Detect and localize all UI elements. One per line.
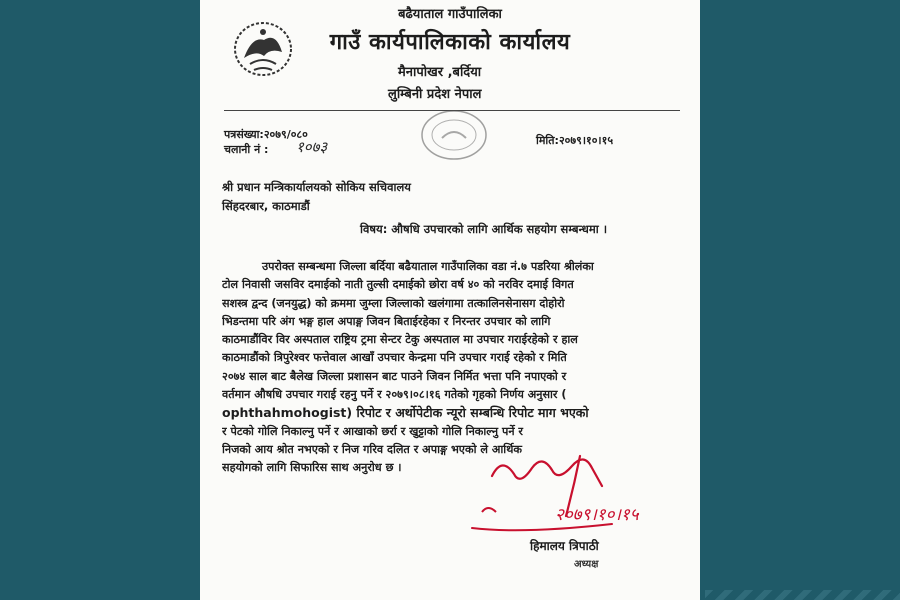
handwritten-signature	[462, 446, 692, 550]
office-title: गाउँ कार्यपालिकाको कार्यालय	[329, 30, 571, 55]
recipient-office: श्री प्रधान मन्त्रिकार्यालयको सोकिय सचिवालय	[222, 180, 411, 194]
dispatch-label: चलानी नं :	[224, 143, 269, 156]
body-line: सशस्त्र द्वन्द (जनयुद्ध) को क्रममा जुम्ला जिल्लाको खलंगामा तत्कालिनसेनासग दोहोरो	[222, 296, 565, 310]
body-line: २०७४ साल बाट बैलेख जिल्ला प्रशासन बाट पाउने जिवन निर्मित भत्ता पनि नपाएको र	[222, 369, 567, 383]
body-line: वर्तमान औषधि उपचार गराई रहनु पर्ने र २०७९।०८।१६ गतेको गृहको निर्णय अनुसार (	[222, 388, 567, 402]
dispatch-number-handwritten: १०७३	[296, 138, 328, 156]
body-line: ophthahmohogist) रिपोट र अर्थोपेटीक न्यूरो सम्बन्धि रिपोट माग भएको	[222, 405, 589, 421]
body-line: र पेटको गोलि निकाल्नु पर्ने र आखाको छर्रा र खुट्टाको गोलि निकाल्नु पर्ने र	[222, 424, 523, 438]
address-line-2: लुम्बिनी प्रदेश नेपाल	[388, 87, 482, 102]
watermark-pattern	[705, 590, 900, 600]
signature-date: २०७९।१०।१५	[555, 505, 639, 525]
body-line: निजको आय श्रोत नभएको र निज गरिव दलित र अपाङ्ग भएको ले आर्थिक	[222, 442, 522, 456]
recipient-location: सिंहदरबार, काठमाडौं	[222, 199, 310, 213]
address-line-1: मैनापोखर ,बर्दिया	[398, 65, 482, 80]
municipality-name: बढैयाताल गाउँपालिका	[398, 7, 502, 22]
body-line: सहयोगको लागि सिफारिस साथ अनुरोध छ ।	[222, 461, 402, 475]
body-line: भिडन्तमा परि अंग भङ्ग हाल अपाङ्ग जिवन बिताईरहेका र निरन्तर उपचार को लागि	[222, 314, 551, 328]
signer-name: हिमालय त्रिपाठी	[530, 539, 599, 553]
letter-subject: विषय: औषधि उपचारको लागि आर्थिक सहयोग सम्बन्धमा ।	[360, 222, 608, 236]
letter-page	[200, 0, 700, 600]
signer-title: अध्यक्ष	[574, 559, 599, 570]
body-line: उपरोक्त सम्बन्धमा जिल्ला बर्दिया बढैयाताल गाउँपालिका वडा नं.७ पडरिया श्रीलंका	[262, 260, 594, 273]
body-line: टोल निवासी जसविर दमाईको नाती तुल्सी दमाईको छोरा वर्ष ४० को नरविर दमाई विगत	[222, 278, 574, 292]
reference-number: पत्रसंख्या:२०७९/०८०	[224, 128, 308, 141]
body-line: काठमाडौंको त्रिपुरेश्वर फत्तेवाल आखाँ उपचार केन्द्रमा पनि उपचार गराई रहेको र मिति	[222, 351, 567, 365]
letter-date: मिति:२०७९।१०।१५	[536, 134, 614, 147]
letter-body	[222, 258, 678, 478]
office-stamp-icon	[418, 106, 490, 164]
body-line: काठमाडौंविर विर अस्पताल राष्ट्रिय ट्रमा सेन्टर टेकु अस्पताल मा उपचार गराईरहेको र हाल	[222, 333, 578, 347]
